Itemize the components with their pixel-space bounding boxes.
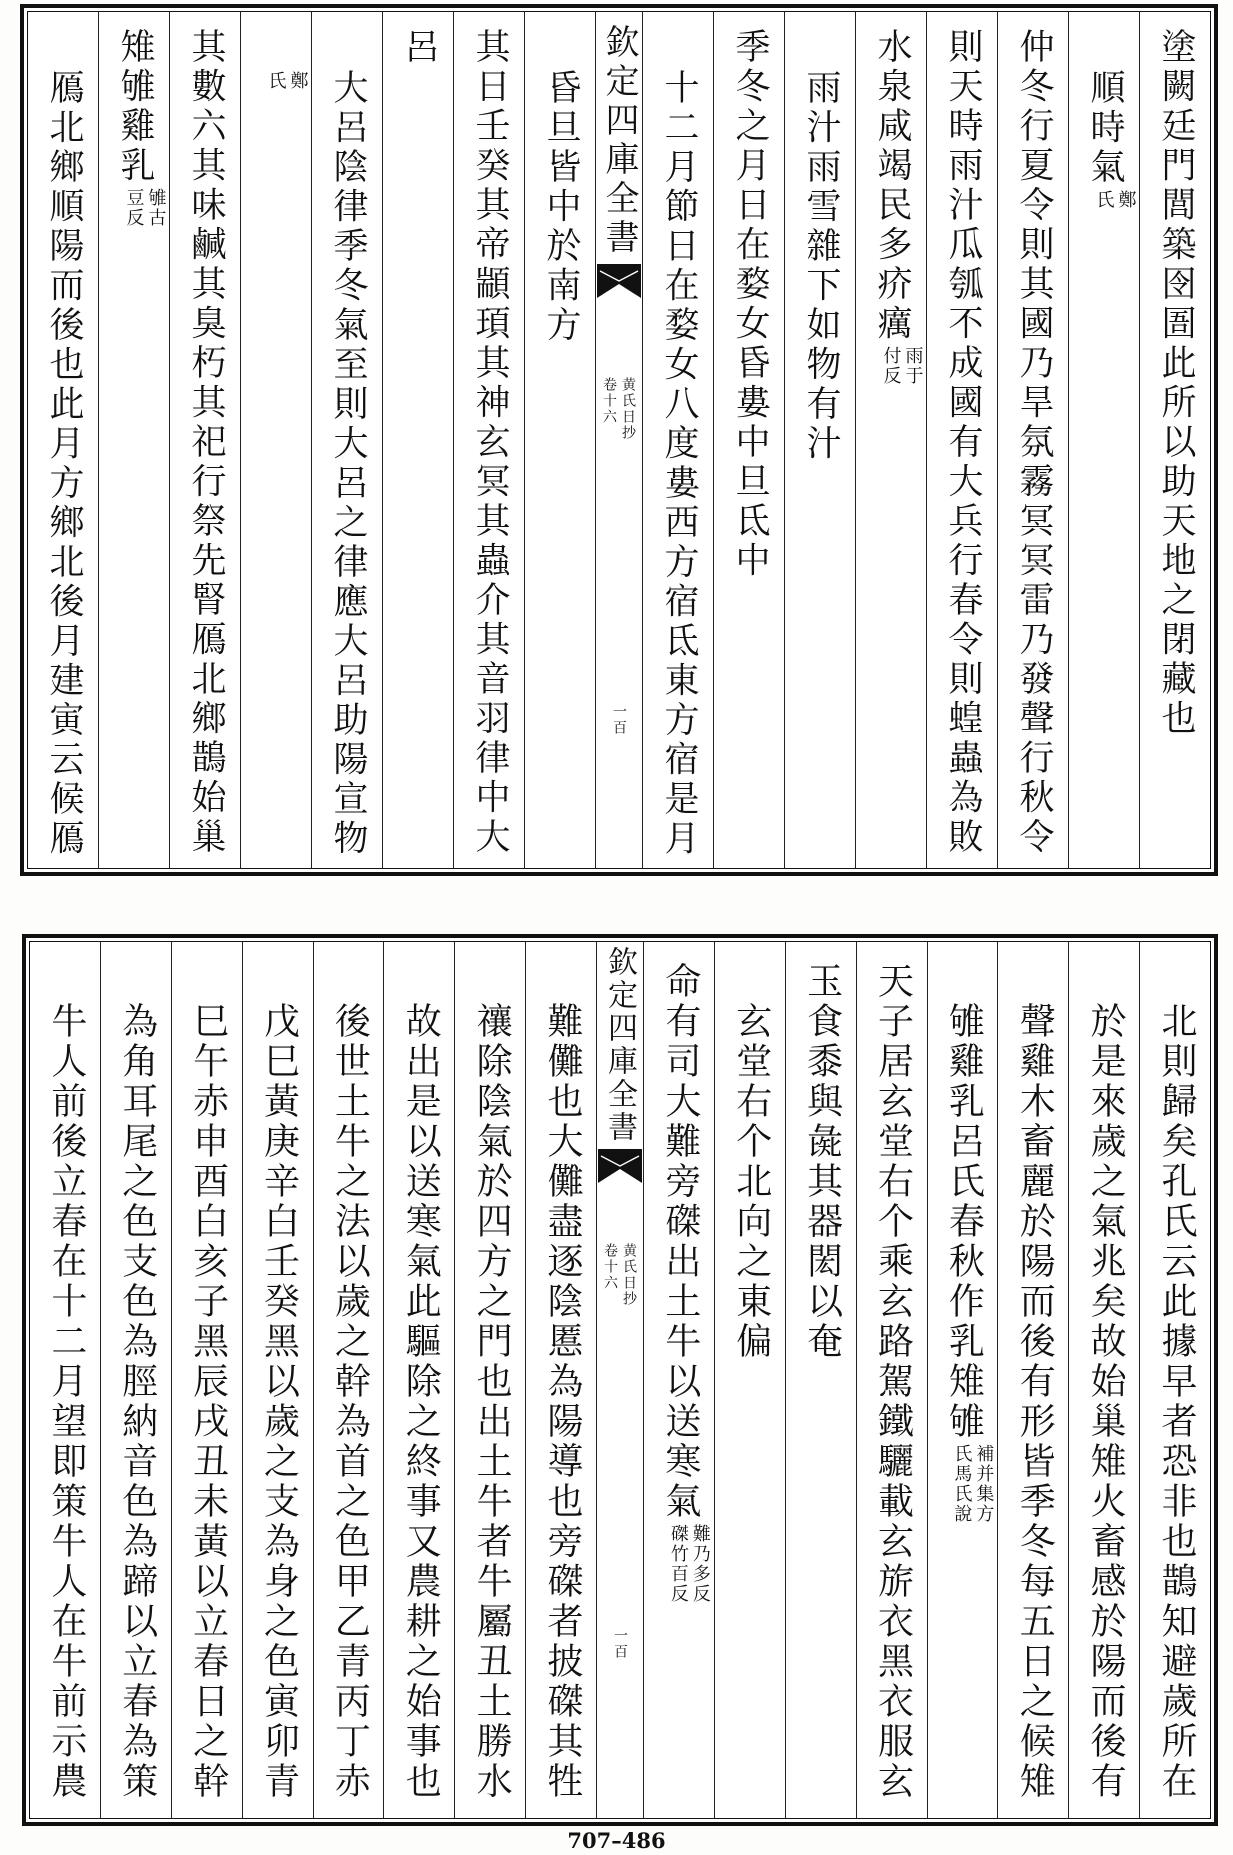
text-column [713,12,784,868]
interlinear-note: 雨于付反 [880,346,924,386]
interlinear-note: 鄭氏 [265,71,309,91]
column-text: 禳除陰氣於四方之門也出土牛者牛屬丑土勝水 [471,1002,513,1802]
column-text: 十二月節日在婺女八度婁西方宿氐東方宿是月 [659,69,699,859]
text-column [313,942,384,1818]
column-text: 水泉咸竭民多疥癘 [872,28,912,344]
text-column [784,12,855,868]
column-text: 塗闕廷門閭築囹圄此所以助天地之閉藏也 [1156,28,1196,739]
text-column [242,942,313,1818]
text-column [383,942,454,1818]
text-column [30,942,100,1818]
text-column [785,942,856,1818]
text-column [100,942,171,1818]
book-info [596,377,641,441]
text-column [524,12,595,868]
fish-tail-mark [597,264,641,298]
column-text: 難儺也大儺盡逐陰慝為陽導也旁磔者披磔其牲 [542,1002,583,1802]
column-text: 順時氣 [1085,69,1125,188]
column-text: 雉雊雞乳 [115,28,155,186]
text-column [927,942,998,1818]
center-margin [596,942,643,1818]
text-column [525,942,596,1818]
column-text: 昏旦皆中於南方 [541,69,581,346]
text-column [311,12,382,868]
column-grid [29,941,1211,1819]
book-title: 黄氏日抄 [620,377,636,441]
text-column [643,942,714,1818]
leaf-number: 一百 [611,704,627,736]
column-text: 牛人前後立春在十二月望即策牛人在牛前示農 [45,1002,87,1802]
column-text: 玉食黍與彘其器閎以奄 [801,962,843,1362]
center-margin [595,12,642,868]
column-grid [27,11,1211,869]
text-column [1068,942,1139,1818]
column-text: 故出是以送寒氣此驅除之終事又農耕之始事也 [400,1002,442,1802]
text-column [997,12,1068,868]
column-text: 季冬之月日在婺女昏婁中旦氐中 [730,28,770,581]
column-text: 為角耳尾之色支色為脛納音色為蹄以立春為策 [116,1002,158,1802]
column-text: 天子居玄堂右个乘玄路駕鐵驪載玄旂衣黑衣服玄 [872,962,914,1802]
collection-title: 欽定四庫全書 [599,24,639,258]
column-text: 玄堂右个北向之東偏 [730,1002,772,1362]
page-number: 707–486 [567,1828,666,1853]
column-text: 北則歸矣孔氏云此據早者恐非也鵲知避歲所在 [1156,1002,1197,1802]
text-column [28,12,98,868]
collection-title: 欽定四庫全書 [602,946,637,1144]
interlinear-note: 雊古豆反 [123,188,167,228]
text-column [1139,12,1210,868]
text-column [171,942,242,1818]
interlinear-note: 鄭氏 [1093,189,1137,210]
column-text: 仲冬行夏令則其國乃旱氛霧冥冥雷乃發聲行秋令 [1014,28,1054,858]
text-column [855,12,926,868]
column-text: 後世土牛之法以歲之幹為首之色甲乙青丙丁赤 [329,1002,371,1802]
column-text: 雨汁雨雪雜下如物有汁 [801,69,841,464]
column-text: 其日壬癸其帝顓頊其神玄冥其蟲介其音羽律中大 [470,28,510,858]
column-text: 其數六其味鹹其臭朽其祀行祭先腎鴈北鄉鵲始巢 [186,28,226,858]
text-column [856,942,927,1818]
book-title: 黄氏日抄 [621,1243,637,1307]
book-info [597,1243,642,1307]
column-text: 巳午赤申酉白亥子黑辰戌丑未黃以立春日之幹 [187,1002,229,1802]
lower-half-page [22,934,1218,1826]
volume-number: 卷十六 [602,1243,618,1291]
text-column [169,12,240,868]
column-text: 命有司大難旁磔出土牛以送寒氣 [659,962,701,1522]
text-column [454,942,525,1818]
text-column [997,942,1068,1818]
column-text: 則天時雨汁瓜瓠不成國有大兵行春令則蝗蟲為敗 [943,28,983,858]
text-column [1068,12,1139,868]
leaf-number: 一百 [612,1628,628,1660]
interlinear-note: 難乃多反磔竹百反 [667,1524,711,1604]
column-text: 於是來歲之氣兆矣故始巢雉火畜感於陽而後有 [1085,1002,1127,1802]
column-text: 鴈北鄉順陽而後也此月方鄉北後月建寅云候鴈 [44,69,84,859]
text-column [240,12,311,868]
upper-half-page [20,4,1218,876]
column-text: 聲雞木畜麗於陽而後有形皆季冬每五日之候雉 [1014,1002,1056,1802]
text-column [642,12,713,868]
text-column [1139,942,1210,1818]
text-column [382,12,453,868]
column-text: 雊雞乳呂氏春秋作乳雉雊 [943,1002,985,1442]
column-text: 大呂陰律季冬氣至則大呂之律應大呂助陽宣物 [328,69,368,859]
text-column [98,12,169,868]
interlinear-note: 補并集方氏馬氏說 [951,1444,995,1524]
text-column [453,12,524,868]
column-text: 呂 [399,28,439,68]
column-text: 戊巳黃庚辛白壬癸黑以歲之支為身之色寅卯青 [258,1002,300,1802]
volume-number: 卷十六 [601,377,617,425]
text-column [926,12,997,868]
text-column [714,942,785,1818]
fish-tail-mark [598,1149,642,1183]
